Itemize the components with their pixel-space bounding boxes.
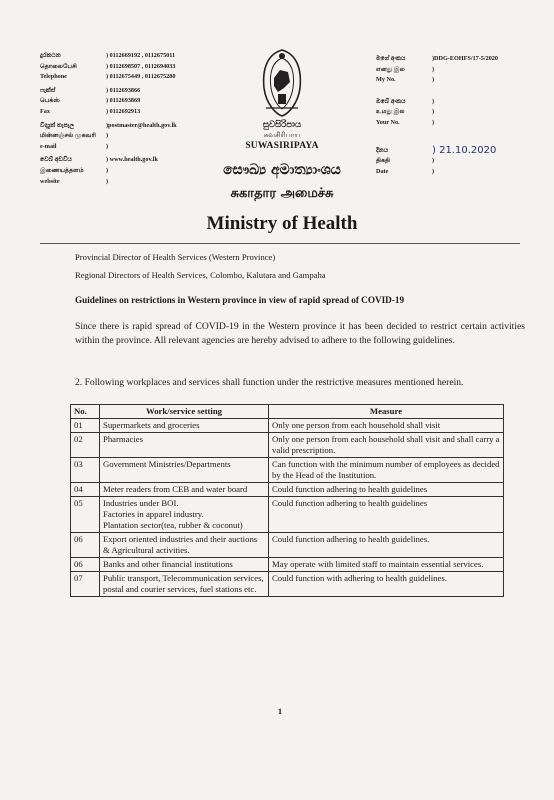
contact-label: மின்னஞ்சல் முகவரி [40,132,97,140]
reference-value: ) [432,157,435,165]
intro-paragraph: Since there is rapid spread of COVID-19 in the Western province it has been decided to restrict certain activities within the province. All relevant agencies are hereby advised to adhere to the following guidelines. [75,321,525,346]
contact-row [40,178,290,186]
cell-setting: Export oriented industries and their auctions & Agricultural activities. [100,533,269,558]
national-crest-icon [258,48,306,118]
cell-measure: May operate with limited staff to maintain essential services. [269,558,504,572]
reference-value: ) [432,76,435,84]
reference-row [376,98,546,106]
table-row [71,458,504,483]
header-measure: Measure [269,405,504,419]
contact-value[interactable]: )postmaster@health.gov.lk [106,121,177,129]
contact-group [40,87,290,116]
reference-label: මගේ අංකය [376,55,406,62]
cell-no: 03 [71,458,100,483]
contact-label: இணையத்தளம் [40,166,84,174]
measures-table [70,404,504,597]
cell-setting: Pharmacies [100,433,269,458]
contact-value: ) 0112693866 [106,86,141,94]
cell-no: 01 [71,419,100,433]
contact-label: වෙබ් අඩවිය [40,156,72,164]
reference-label: எனது இல [376,65,405,73]
contact-label: Telephone [40,73,67,81]
reference-row [376,76,546,84]
cell-no: 06 [71,533,100,558]
reference-value: ) [432,97,435,105]
reference-label: உமது இல [376,108,405,116]
contact-value: ) 0112675449 , 0112675280 [106,73,176,81]
contact-value: ) [106,142,109,150]
reference-row [376,119,546,127]
contact-value: ) 0112698507 , 0112694033 [106,62,176,70]
reference-value: ) [432,65,435,73]
contact-row [40,63,290,71]
cell-measure: Could function adhering to health guidelines [269,497,504,533]
contact-value[interactable]: ) www.health.gov.lk [106,156,158,164]
cell-measure: Can function with the minimum number of employees as decided by the Head of the Institution. [269,458,504,483]
contact-label: විද්‍යුත් තැපැල [40,121,75,129]
cell-setting: Industries under BOI. Factories in apparel industry. Plantation sector(tea, rubber & coconut) [100,497,269,533]
cell-no: 05 [71,497,100,533]
reference-label: திகதி [376,157,391,165]
reference-value: ) [432,108,435,116]
crest-caption-english: SUWASIRIPAYA [245,141,319,151]
contact-value: ) 0112693869 [106,97,141,105]
cell-no: 04 [71,483,100,497]
header-divider [40,243,520,244]
addressee-line-2: Regional Directors of Health Services, Colombo, Kalutara and Gampaha [75,270,326,280]
cell-no: 02 [71,433,100,458]
contact-value: ) [106,177,109,185]
cell-measure: Could function adhering to health guidelines [269,483,504,497]
reference-value: ) [432,118,435,126]
header-no: No. [71,405,100,419]
contact-label: Fax [40,107,50,115]
addressee-line-1: Provincial Director of Health Services (Western Province) [75,252,276,262]
cell-measure: Could function with adhering to health guidelines. [269,572,504,597]
contact-row [40,97,290,105]
reference-row [376,108,546,116]
page-number: 1 [277,706,283,716]
contact-value: ) [106,166,109,174]
reference-label: ඔබේ අංකය [376,97,406,105]
cell-no: 06 [71,558,100,572]
table-row [71,558,504,572]
header-setting: Work/service setting [100,405,269,419]
subject-line: Guidelines on restrictions in Western province in view of rapid spread of COVID-19 [75,295,405,305]
contact-group [40,52,290,81]
table-row [71,572,504,597]
reference-label: Your No. [376,118,400,126]
cell-setting: Supermarkets and groceries [100,419,269,433]
cell-measure: Could function adhering to health guidelines. [269,533,504,558]
contact-label: தொலைபேசி [40,62,77,70]
table-row [71,433,504,458]
cell-setting: Banks and other financial institutions [100,558,269,572]
cell-setting: Meter readers from CEB and water board [100,483,269,497]
contact-label: දුරකථන [40,52,61,59]
reference-value: ) 21.10.2020 [432,144,497,156]
cell-measure: Only one person from each household shall visit [269,419,504,433]
contact-value: ) [106,132,109,140]
section-2-paragraph: 2. Following workplaces and services shall function under the restrictive measures mentioned herein. [75,377,464,388]
contact-value: ) 0112669192 , 0112675011 [106,52,176,59]
table-row [71,497,504,533]
contact-label: e-mail [40,142,57,150]
contact-row [40,52,290,60]
crest-caption-tamil: சுவசிரிபாய [263,131,301,139]
cell-measure: Only one person from each household shall visit and shall carry a valid prescription. [269,433,504,458]
table-row [71,483,504,497]
ministry-name-tamil: சுகாதார அமைச்சு [230,186,334,201]
reference-row [376,144,546,156]
reference-label: Date [376,167,389,175]
reference-row [376,66,546,74]
cell-no: 07 [71,572,100,597]
reference-label: My No. [376,76,396,84]
reference-group [376,98,546,127]
ministry-name-sinhala: සෞඛ්‍ය අමාත්‍යාංශය [223,162,341,178]
reference-value: ) [432,167,435,175]
reference-value: )DDG-EOHFS/17-5/2020 [432,55,498,62]
ministry-name-english: Ministry of Health [206,213,358,234]
table-row [71,419,504,433]
contact-value: ) 0112692913 [106,107,141,115]
cell-setting: Public transport, Telecommunication services, postal and courier services, fuel stations etc. [100,572,269,597]
contact-label: ෆැක්ස් [40,86,56,94]
table-header-row [71,405,504,419]
crest-caption-sinhala: සුවසිරිපාය [262,120,302,130]
contact-row [40,108,290,116]
cell-setting: Government Ministries/Departments [100,458,269,483]
contact-row [40,73,290,81]
table-row [71,533,504,558]
reference-label: දිනය [376,146,389,154]
reference-group [376,55,546,84]
reference-row [376,55,546,63]
contact-label: website [40,177,60,185]
contact-row [40,87,290,95]
contact-label: பெக்ஸ் [40,97,61,105]
